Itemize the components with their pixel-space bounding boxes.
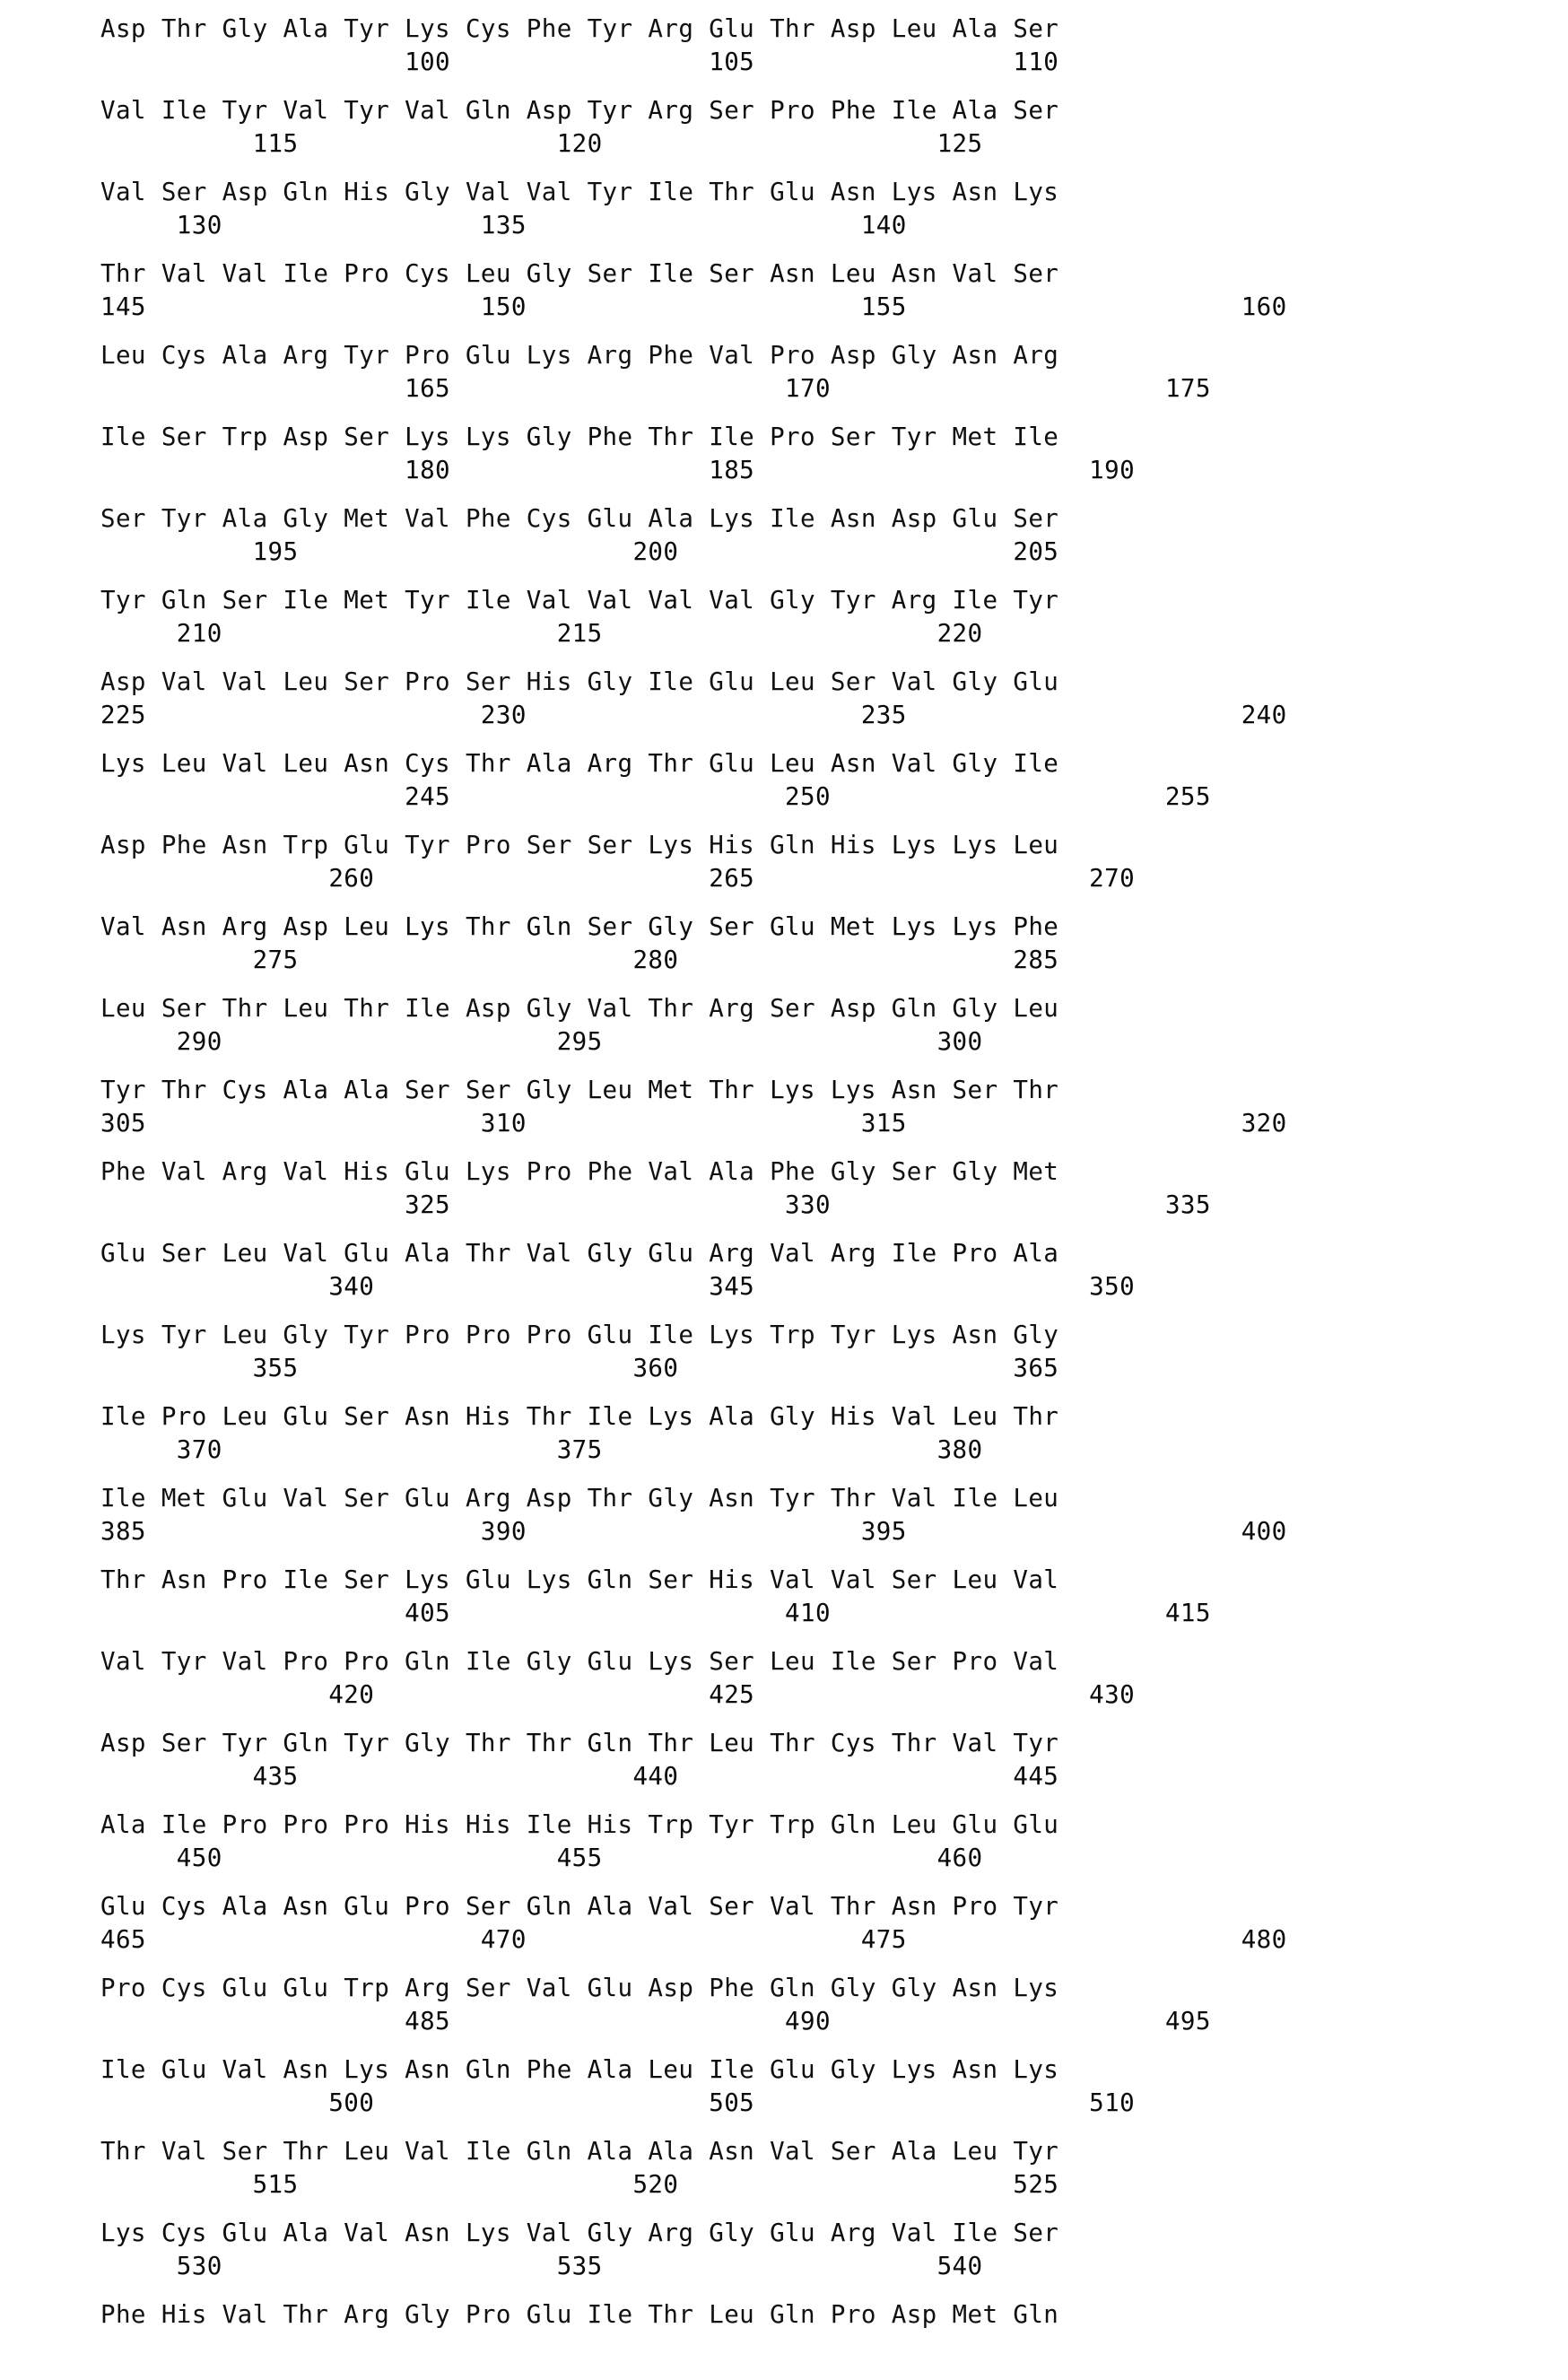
sequence-row: [100, 1972, 1511, 2053]
residue-number-line: 485 490 495: [100, 2007, 1211, 2036]
residue-number-line: 225 230 235 240: [100, 701, 1287, 729]
sequence-row: [100, 421, 1511, 502]
residue-line: Val Ile Tyr Val Tyr Val Gln Asp Tyr Arg Ser Pro Phe Ile Ala Ser: [100, 96, 1059, 125]
residue-line: Lys Tyr Leu Gly Tyr Pro Pro Pro Glu Ile Lys Trp Tyr Lys Asn Gly: [100, 1321, 1059, 1349]
sequence-row: [100, 257, 1511, 339]
residue-line: Phe Val Arg Val His Glu Lys Pro Phe Val Ala Phe Gly Ser Gly Met: [100, 1157, 1059, 1186]
residue-line: Tyr Gln Ser Ile Met Tyr Ile Val Val Val Val Gly Tyr Arg Ile Tyr: [100, 586, 1059, 615]
sequence-row: [100, 911, 1511, 992]
residue-line: Tyr Thr Cys Ala Ala Ser Ser Gly Leu Met Thr Lys Lys Asn Ser Thr: [100, 1076, 1059, 1104]
sequence-row: [100, 1482, 1511, 1564]
residue-number-line: 275 280 285: [100, 946, 1059, 974]
residue-number-line: 370 375 380: [100, 1435, 983, 1464]
sequence-row: [100, 176, 1511, 257]
residue-line: Thr Val Ser Thr Leu Val Ile Gln Ala Ala Asn Val Ser Ala Leu Tyr: [100, 2137, 1059, 2166]
residue-number-line: 165 170 175: [100, 374, 1211, 403]
sequence-row: [100, 502, 1511, 584]
residue-number-line: 450 455 460: [100, 1844, 983, 1872]
residue-number-line: 245 250 255: [100, 782, 1211, 811]
residue-line: Val Ser Asp Gln His Gly Val Val Tyr Ile Thr Glu Asn Lys Asn Lys: [100, 178, 1059, 206]
residue-number-line: 515 520 525: [100, 2170, 1059, 2199]
residue-line: Leu Ser Thr Leu Thr Ile Asp Gly Val Thr Arg Ser Asp Gln Gly Leu: [100, 994, 1059, 1023]
residue-number-line: 325 330 335: [100, 1190, 1211, 1219]
residue-number-line: 290 295 300: [100, 1027, 983, 1056]
sequence-row: [100, 1890, 1511, 1972]
sequence-row: [100, 584, 1511, 666]
residue-number-line: 305 310 315 320: [100, 1109, 1287, 1138]
residue-line: Ile Ser Trp Asp Ser Lys Lys Gly Phe Thr Ile Pro Ser Tyr Met Ile: [100, 423, 1059, 451]
sequence-row: [100, 666, 1511, 747]
residue-number-line: 355 360 365: [100, 1354, 1059, 1382]
residue-number-line: 145 150 155 160: [100, 292, 1287, 321]
residue-line: Glu Cys Ala Asn Glu Pro Ser Gln Ala Val Ser Val Thr Asn Pro Tyr: [100, 1892, 1059, 1921]
sequence-row: [100, 992, 1511, 1074]
sequence-row: [100, 747, 1511, 829]
residue-line: Asp Ser Tyr Gln Tyr Gly Thr Thr Gln Thr Leu Thr Cys Thr Val Tyr: [100, 1729, 1059, 1757]
residue-number-line: 435 440 445: [100, 1762, 1059, 1791]
sequence-row: [100, 1074, 1511, 1155]
residue-line: Ile Met Glu Val Ser Glu Arg Asp Thr Gly Asn Tyr Thr Val Ile Leu: [100, 1484, 1059, 1513]
residue-line: Leu Cys Ala Arg Tyr Pro Glu Lys Arg Phe Val Pro Asp Gly Asn Arg: [100, 341, 1059, 370]
sequence-row: [100, 94, 1511, 176]
residue-line: Val Tyr Val Pro Pro Gln Ile Gly Glu Lys Ser Leu Ile Ser Pro Val: [100, 1647, 1059, 1676]
residue-line: Thr Asn Pro Ile Ser Lys Glu Lys Gln Ser His Val Val Ser Leu Val: [100, 1565, 1059, 1594]
residue-line: Ala Ile Pro Pro Pro His His Ile His Trp Tyr Trp Gln Leu Glu Glu: [100, 1810, 1059, 1839]
residue-line: Val Asn Arg Asp Leu Lys Thr Gln Ser Gly Ser Glu Met Lys Lys Phe: [100, 912, 1059, 941]
residue-number-line: [100, 2332, 1511, 2365]
residue-line: Thr Val Val Ile Pro Cys Leu Gly Ser Ile Ser Asn Leu Asn Val Ser: [100, 259, 1059, 288]
residue-number-line: 465 470 475 480: [100, 1925, 1287, 1954]
residue-number-line: 210 215 220: [100, 619, 983, 648]
residue-number-line: 530 535 540: [100, 2252, 983, 2280]
sequence-row: [100, 1645, 1511, 1727]
residue-number-line: 420 425 430: [100, 1680, 1136, 1709]
residue-number-line: 195 200 205: [100, 537, 1059, 566]
residue-line: Ile Pro Leu Glu Ser Asn His Thr Ile Lys Ala Gly His Val Leu Thr: [100, 1402, 1059, 1431]
residue-number-line: 405 410 415: [100, 1599, 1211, 1627]
residue-line: Glu Ser Leu Val Glu Ala Thr Val Gly Glu Arg Val Arg Ile Pro Ala: [100, 1239, 1059, 1268]
residue-number-line: 180 185 190: [100, 456, 1136, 484]
sequence-row: [100, 829, 1511, 911]
sequence-row: [100, 1809, 1511, 1890]
residue-line: Asp Val Val Leu Ser Pro Ser His Gly Ile Glu Leu Ser Val Gly Glu: [100, 667, 1059, 696]
residue-number-line: 260 265 270: [100, 864, 1136, 893]
sequence-row: [100, 339, 1511, 421]
residue-line: Asp Thr Gly Ala Tyr Lys Cys Phe Tyr Arg Glu Thr Asp Leu Ala Ser: [100, 14, 1059, 43]
residue-number-line: 130 135 140: [100, 211, 907, 240]
residue-number-line: 100 105 110: [100, 48, 1059, 76]
residue-line: Ile Glu Val Asn Lys Asn Gln Phe Ala Leu Ile Glu Gly Lys Asn Lys: [100, 2055, 1059, 2084]
residue-line: Pro Cys Glu Glu Trp Arg Ser Val Glu Asp Phe Gln Gly Gly Asn Lys: [100, 1974, 1059, 2002]
sequence-row: [100, 1319, 1511, 1400]
residue-line: Lys Cys Glu Ala Val Asn Lys Val Gly Arg Gly Glu Arg Val Ile Ser: [100, 2219, 1059, 2247]
sequence-row: [100, 1237, 1511, 1319]
sequence-row: [100, 2135, 1511, 2217]
residue-number-line: 500 505 510: [100, 2088, 1136, 2117]
residue-number-line: 340 345 350: [100, 1272, 1136, 1301]
sequence-row: [100, 1564, 1511, 1645]
sequence-row: [100, 2217, 1511, 2298]
sequence-row: [100, 1155, 1511, 1237]
sequence-row: [100, 1400, 1511, 1482]
sequence-row: [100, 1727, 1511, 1809]
sequence-row: [100, 2053, 1511, 2135]
residue-line: Ser Tyr Ala Gly Met Val Phe Cys Glu Ala Lys Ile Asn Asp Glu Ser: [100, 504, 1059, 533]
residue-line: Phe His Val Thr Arg Gly Pro Glu Ile Thr Leu Gln Pro Asp Met Gln: [100, 2300, 1059, 2329]
residue-number-line: 115 120 125: [100, 129, 983, 158]
sequence-row: [100, 2298, 1511, 2380]
sequence-block: [57, 13, 1511, 2380]
residue-number-line: 385 390 395 400: [100, 1517, 1287, 1546]
residue-line: Lys Leu Val Leu Asn Cys Thr Ala Arg Thr Glu Leu Asn Val Gly Ile: [100, 749, 1059, 778]
residue-line: Asp Phe Asn Trp Glu Tyr Pro Ser Ser Lys His Gln His Lys Lys Leu: [100, 831, 1059, 859]
sequence-row: [100, 13, 1511, 94]
